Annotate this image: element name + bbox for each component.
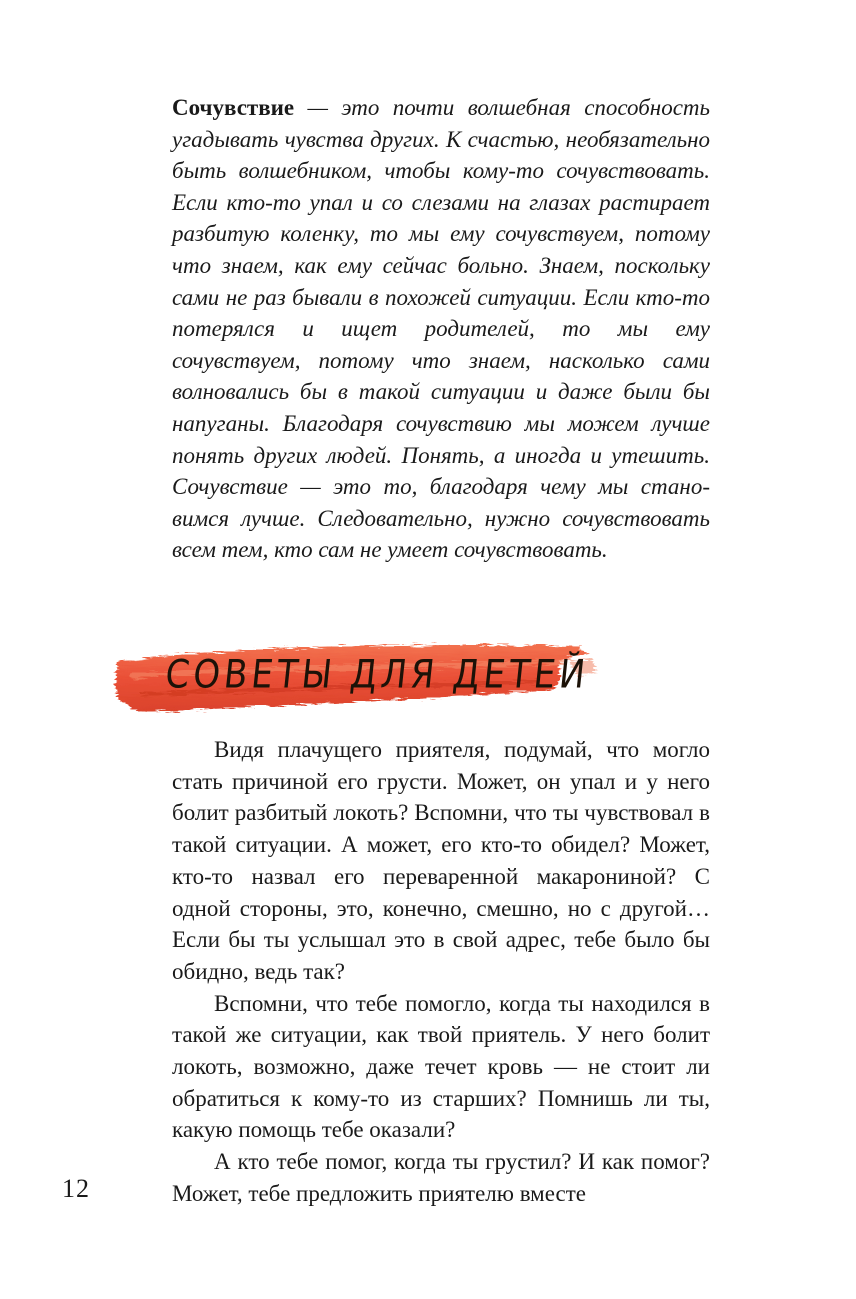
section-title: СОВЕТЫ ДЛЯ ДЕТЕЙ — [163, 652, 592, 698]
section-banner — [110, 632, 600, 724]
definition-text: — это почти волшебная способность угадывать чувства других. К счастью, необязательно быть волшебником, чтобы кому-то сочувствовать. Если кто-то упал и со слезами на глазах растирает разбитую коленку, то мы ему сочувствуем, потому что знаем, как ему сейчас больно. Знаем, поскольку сами не раз бывали в похожей ситуации. Если кто-то потерялся и ищет родителей, то мы ему сочувствуем, потому что знаем, насколько сами волновались бы в такой ситуации и даже были бы напуганы. Благодаря сочувствию мы можем лучше понять других людей. Понять, а иногда и утешить. Сочувствие — это то, благодаря чему мы становимся лучше. Следовательно, нужно сочувствовать всем тем, кто сам не умеет сочувствовать. — [172, 95, 710, 563]
advice-text — [172, 734, 710, 1210]
advice-paragraph-2: Вспомни, что тебе помогло, когда ты находился в такой же ситуации, как твой приятель. У него болит локоть, возможно, даже течет кровь — не стоит ли обратиться к кому-то из старших? Помнишь ли ты, какую помощь тебе оказали? — [172, 990, 710, 1143]
advice-paragraph-1: Видя плачущего приятеля, подумай, что могло стать причиной его грусти. Может, он упал и у него болит разбитый локоть? Вспомни, что ты чувствовал в такой ситуации. А может, его кто-то обидел? Может, кто-то назвал его переваренной макарониной? С одной стороны, это, конечно, смешно, но с другой… Если бы ты услышал это в свой адрес, тебе было бы обидно, ведь так? — [172, 737, 710, 984]
advice-paragraph-3: А кто тебе помог, когда ты грустил? И как помог? Может, тебе предложить приятелю вместе — [172, 1149, 710, 1206]
definition-paragraph — [172, 92, 710, 566]
definition-term: Сочувствие — [172, 95, 295, 120]
page-number: 12 — [62, 1174, 90, 1203]
